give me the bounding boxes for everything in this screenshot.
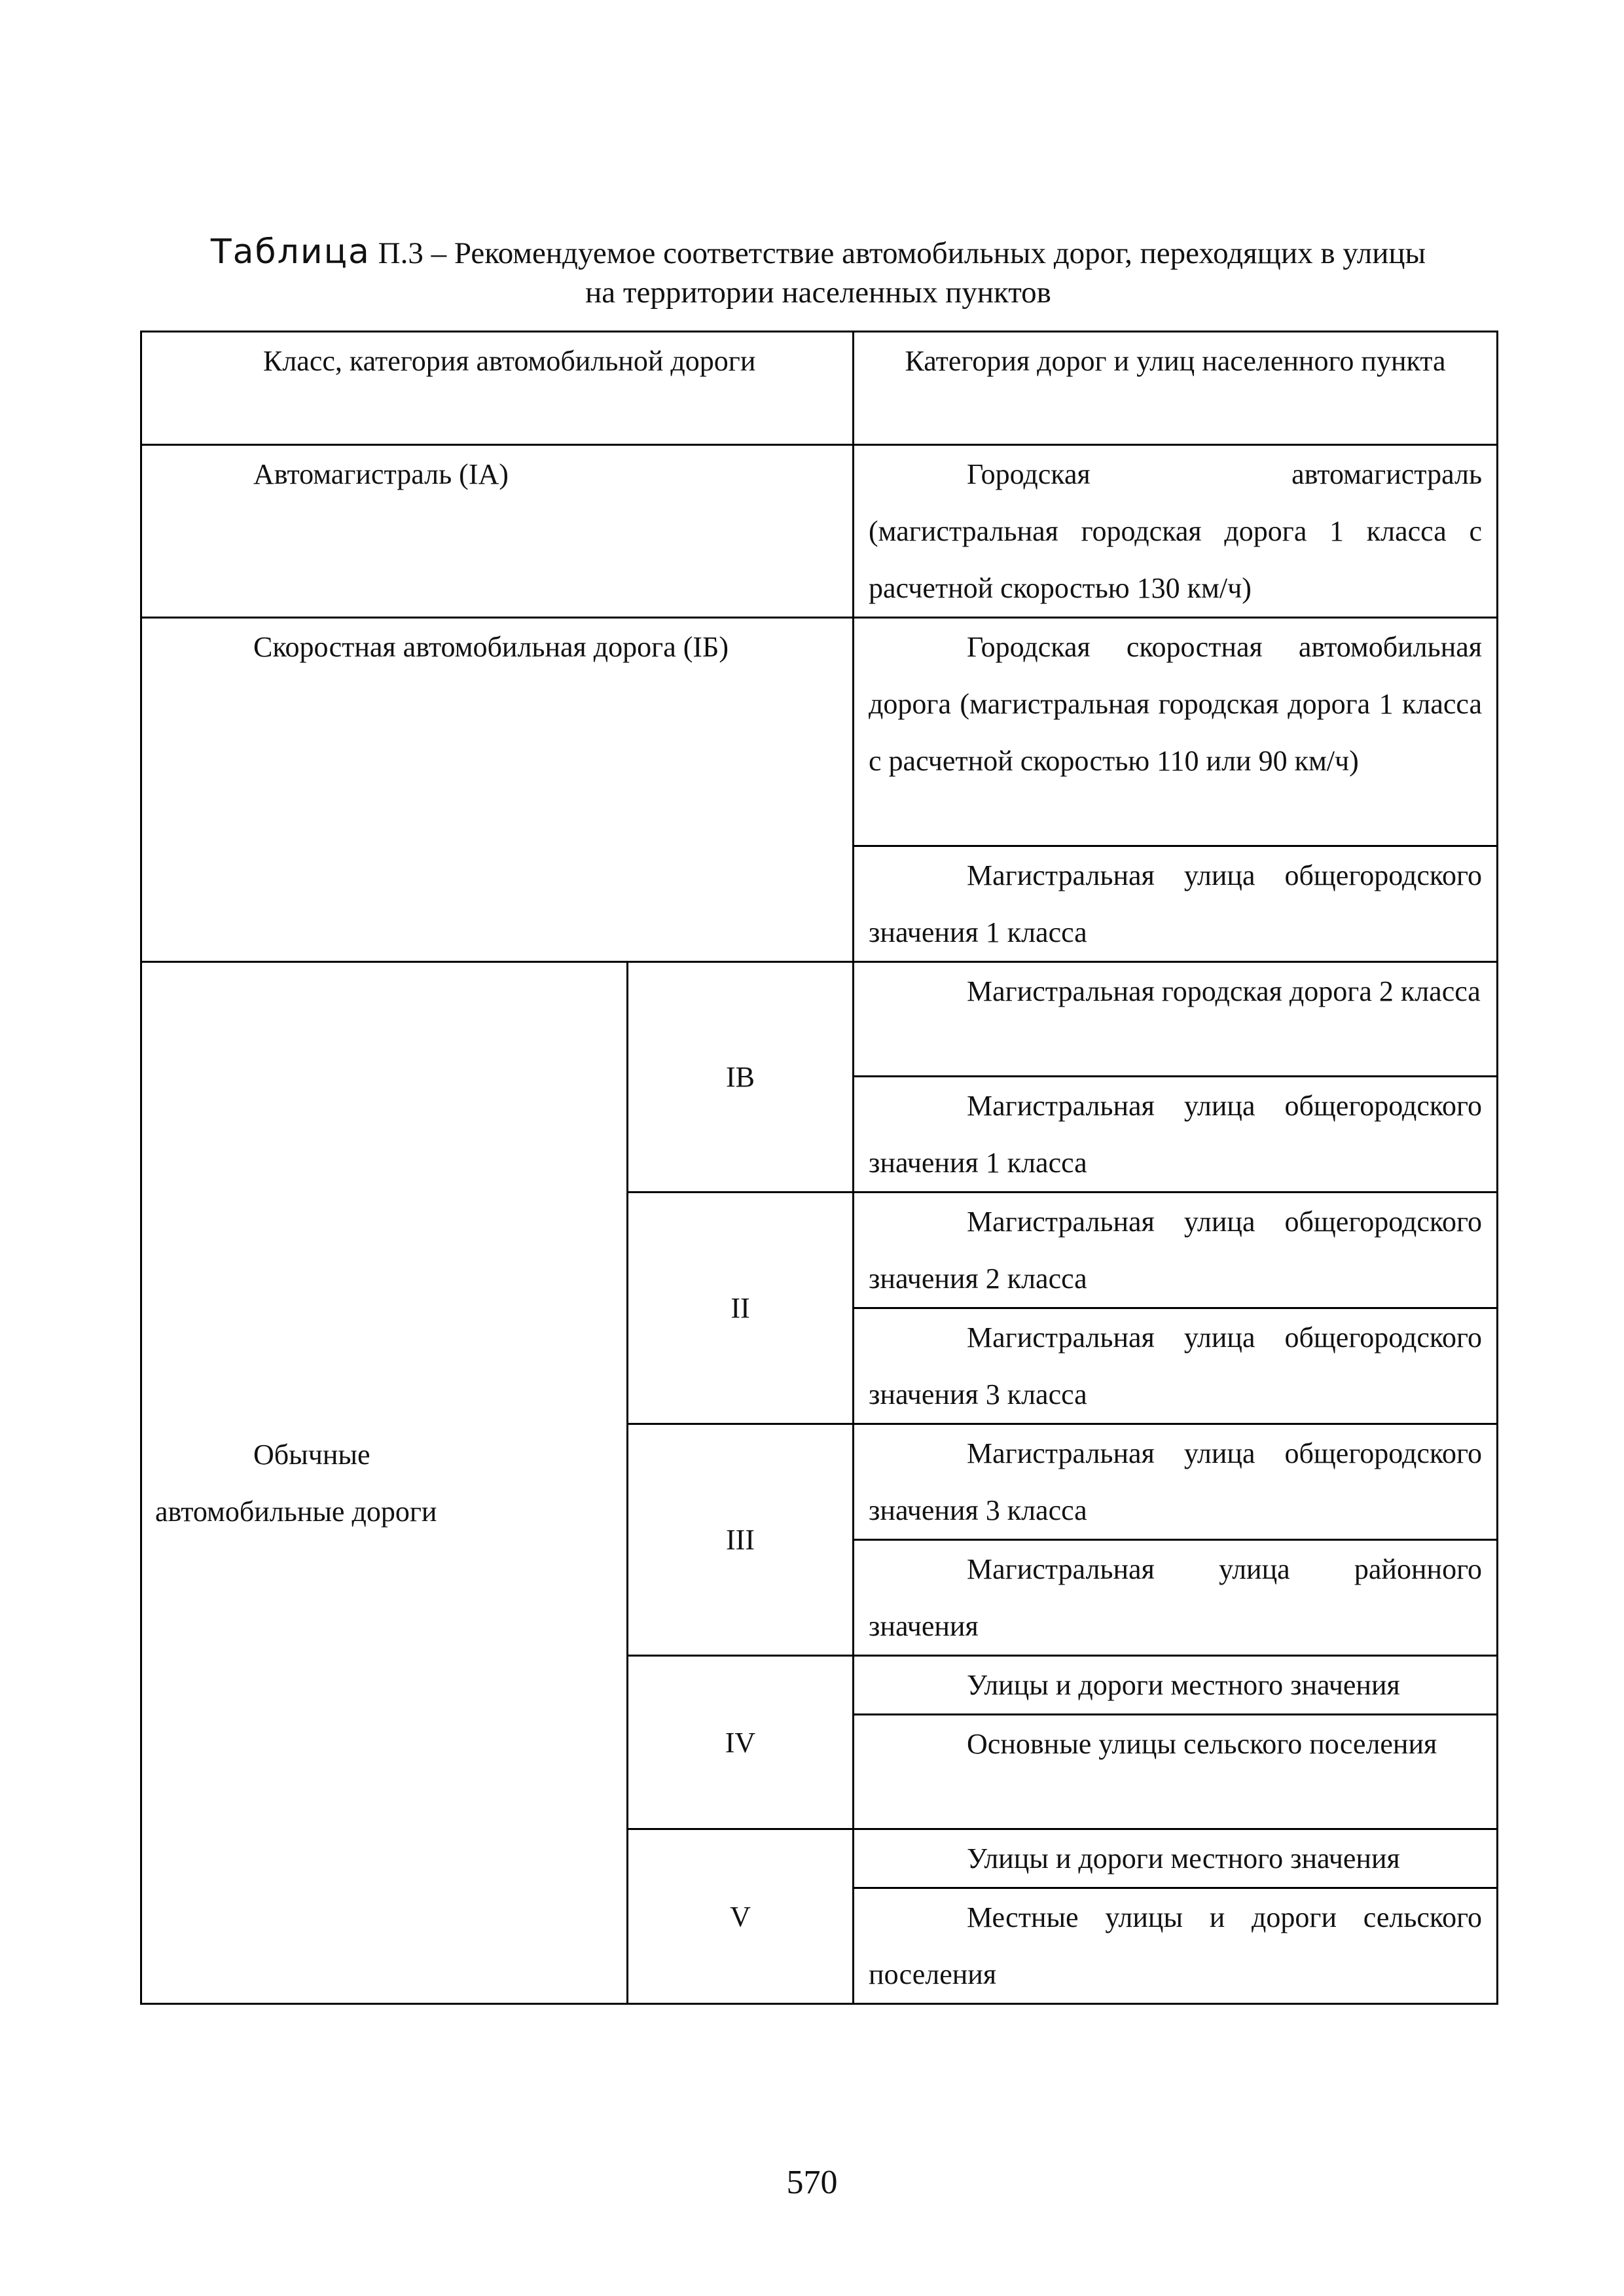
class-cell: Скоростная автомобильная дорога (IБ) [141,618,854,962]
class-cell: Автомагистраль (IА) [141,445,854,618]
city-cell: Магистральная городская дорога 2 класса [854,962,1498,1077]
table-caption [141,232,1496,312]
city-cell: Местные улицы и дороги сельского поселения [854,1888,1498,2004]
city-cell: Магистральная улица общегородского значения 2 класса [854,1193,1498,1308]
header-left: Класс, категория автомобильной дороги [141,332,854,445]
table-row [141,962,1498,1077]
header-row [141,332,1498,445]
city-cell: Городская скоростная автомобильная дорога (магистральная городская дорога 1 класса с расчетной скоростью 110 или 90 км/ч) [854,618,1498,846]
caption-number: П.3 [378,236,424,270]
table-row [141,445,1498,618]
category-cell: III [628,1424,854,1656]
city-cell: Магистральная улица общегородского значения 3 класса [854,1424,1498,1540]
city-cell: Магистральная улица общегородского значения 1 класса [854,846,1498,962]
city-cell: Основные улицы сельского поселения [854,1715,1498,1829]
city-cell: Городская автомагистраль (магистральная городская дорога 1 класса с расчетной скоростью 130 км/ч) [854,445,1498,618]
city-cell: Улицы и дороги местного значения [854,1829,1498,1888]
city-cell: Магистральная улица районного значения [854,1540,1498,1656]
city-cell: Магистральная улица общегородского значения 3 класса [854,1308,1498,1424]
page-number: 570 [786,2164,838,2201]
header-right: Категория дорог и улиц населенного пункта [854,332,1498,445]
category-cell: II [628,1193,854,1424]
ordinary-roads-cell: Обычные автомобильные дороги [141,962,628,2004]
caption-title-line2: на территории населенных пунктов [585,276,1051,310]
city-cell: Магистральная улица общегородского значения 1 класса [854,1077,1498,1193]
caption-title-line1: – Рекомендуемое соответствие автомобильных дорог, переходящих в улицы [431,236,1426,270]
city-cell: Улицы и дороги местного значения [854,1656,1498,1715]
category-cell: IV [628,1656,854,1829]
category-cell: IВ [628,962,854,1193]
table-row [141,618,1498,846]
category-cell: V [628,1829,854,2004]
correspondence-table [140,331,1498,2005]
caption-lead: Таблица [210,232,370,272]
